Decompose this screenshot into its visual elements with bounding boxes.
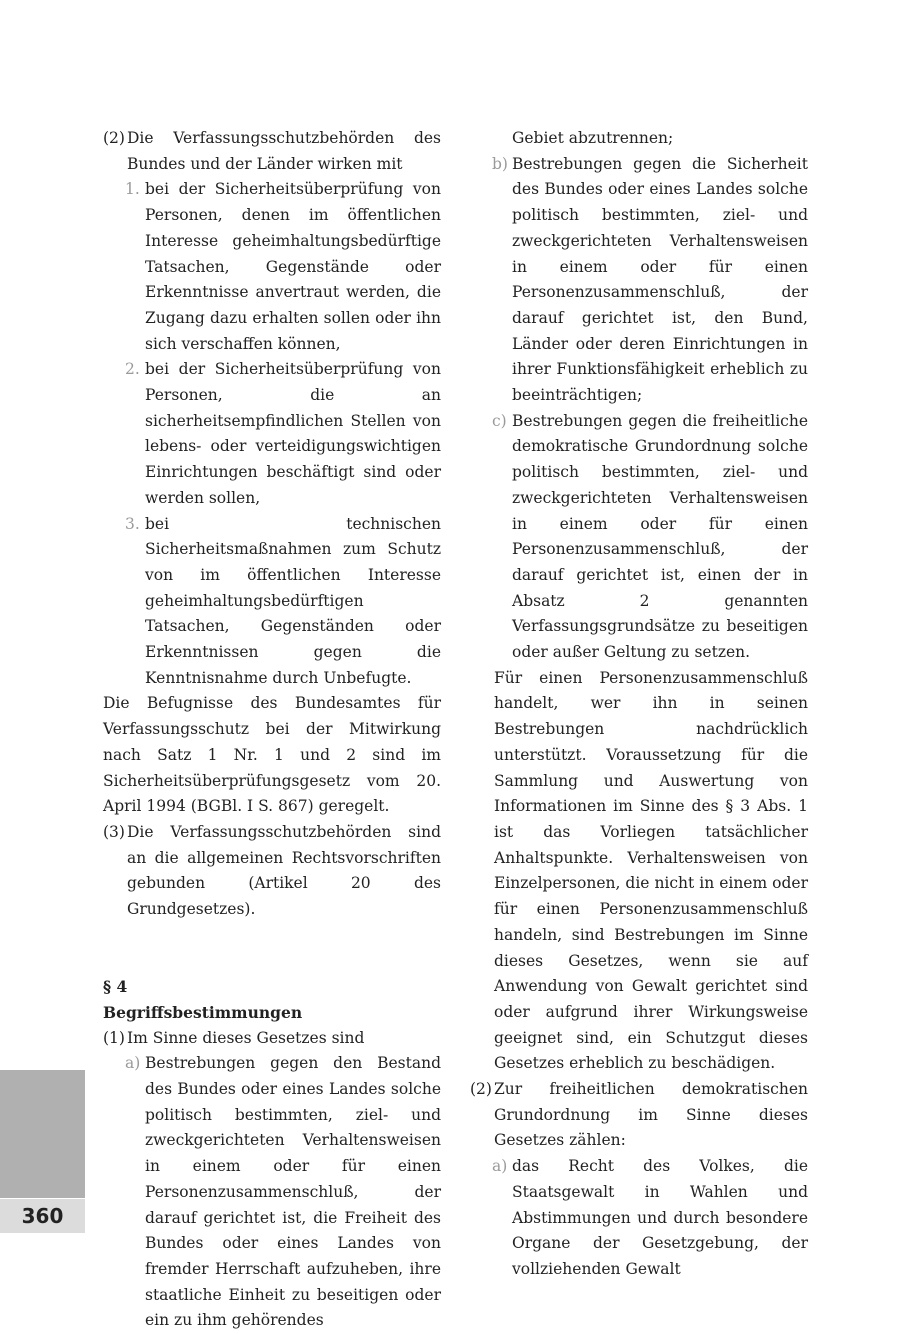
left-column: [103, 126, 441, 1334]
list-item-c: [470, 409, 808, 666]
list-marker: b): [492, 154, 508, 173]
list-item-text: Bestrebungen gegen die freiheitliche demokratische Grundordnung solche politisch bestimmten, ziel- und zweckgerichteten Verhaltensweisen in einem oder für einen Personenzusammenschluß, der darauf gerichtet ist, einen der in Absatz 2 genannten Verfassungsgrundsätze zu beseitigen oder außer Geltung zu setzen.: [512, 411, 808, 662]
paragraph-marker: (1): [103, 1028, 125, 1047]
paragraph-marker: (3): [103, 822, 125, 841]
paragraph-3: [103, 820, 441, 923]
paragraph-1-continuation: Für einen Personenzusammenschluß handelt, wer ihn in seinen Bestrebungen nachdrücklich unterstützt. Voraussetzung für die Sammlung und Auswertung von Informationen im Sinne des § 3 Abs. 1 ist das Vorliegen tatsächlicher Anhaltspunkte. Verhaltensweisen von Einzelpersonen, die nicht in einem oder für einen Personenzusammenschluß handeln, sind Bestrebungen im Sinne dieses Gesetzes, wenn sie auf Anwendung von Gewalt gerichtet sind oder aufgrund ihrer Wirkungsweise geeignet sind, ein Schutzgut dieses Gesetzes erheblich zu beschädigen.: [494, 668, 808, 1073]
section-spacer: [103, 948, 441, 974]
list-marker: c): [492, 411, 507, 430]
paragraph-text: Zur freiheitlichen demokratischen Grundordnung im Sinne dieses Gesetzes zählen:: [494, 1080, 808, 1150]
section-title: Begriffsbestimmungen: [103, 1002, 303, 1022]
list-item-text: Bestrebungen gegen den Bestand des Bundes oder eines Landes solche politisch bestimmten, ziel- und zweckgerichteten Verhaltensweisen in einem oder für einen Personenzusammenschluß, der darauf gerichtet ist, die Freiheit des Bundes oder eines Landes von fremder Herrschaft aufzuheben, ihre staatliche Einheit zu beseitigen oder ein zu ihm gehörendes: [145, 1054, 441, 1330]
list-item-text: bei der Sicherheitsüberprüfung von Personen, die an sicherheitsempfindlichen Stellen von lebens- oder verteidigungswichtigen Einrichtungen beschäftigt sind oder werden sollen,: [145, 360, 441, 507]
list-item-a: [103, 1051, 441, 1334]
paragraph-2: [103, 126, 441, 177]
list-marker: 1.: [125, 180, 140, 199]
befugnisse-paragraph: Die Befugnisse des Bundesamtes für Verfassungsschutz bei der Mitwirkung nach Satz 1 Nr. 1 und 2 sind im Sicherheitsüberprüfungsgesetz vom 20. April 1994 (BGBl. I S. 867) geregelt.: [103, 694, 441, 816]
section-number: § 4: [103, 977, 128, 997]
page-number: 360: [0, 1199, 85, 1233]
list-item-a: [470, 1154, 808, 1283]
section-spacer: [103, 923, 441, 949]
list-item-3: [103, 512, 441, 692]
list-item-a-continuation: Gebiet abzutrennen;: [512, 129, 674, 147]
list-item-2: [103, 357, 441, 511]
paragraph-marker: (2): [103, 129, 125, 147]
list-marker: a): [125, 1054, 141, 1073]
list-item-b: [470, 152, 808, 409]
margin-tab-block: [0, 1070, 85, 1198]
list-marker: 3.: [125, 514, 140, 533]
list-item-text: das Recht des Volkes, die Staatsgewalt in Wahlen und Abstimmungen und durch besondere Organe der Gesetzgebung, der vollziehenden Gewalt: [512, 1157, 808, 1278]
list-item-text: bei technischen Sicherheitsmaßnahmen zum Schutz von im öffentlichen Interesse geheimhaltungsbedürftigen Tatsachen, Gegenständen oder Erkenntnissen gegen die Kenntnisnahme durch Unbefugte.: [145, 514, 441, 687]
paragraph-marker: (2): [470, 1080, 492, 1099]
paragraph-text: Die Verfassungsschutzbehörden des Bundes und der Länder wirken mit: [127, 129, 441, 173]
section4-paragraph-1: [103, 1026, 441, 1052]
list-marker: 2.: [125, 360, 140, 379]
list-item-text: Bestrebungen gegen die Sicherheit des Bundes oder eines Landes solche politisch bestimmten, ziel- und zweckgerichteten Verhaltensweisen in einem oder für einen Personenzusammenschluß, der darauf gerichtet ist, den Bund, Länder oder deren Einrichtungen in ihrer Funktionsfähigkeit erheblich zu beeinträchtigen;: [512, 154, 808, 405]
section4-paragraph-2: [470, 1077, 808, 1154]
right-column: [470, 126, 808, 1283]
list-item-1: [103, 177, 441, 357]
list-item-text: bei der Sicherheitsüberprüfung von Personen, denen im öffentlichen Interesse geheimhaltungsbedürftige Tatsachen, Gegenstände oder Erkenntnisse anvertraut werden, die Zugang dazu erhalten sollen oder ihn sich verschaffen können,: [145, 180, 441, 353]
paragraph-text: Die Verfassungsschutzbehörden sind an die allgemeinen Rechtsvorschriften gebunden (Artikel 20 des Grundgesetzes).: [127, 822, 441, 919]
list-marker: a): [492, 1157, 508, 1176]
paragraph-text: Im Sinne dieses Gesetzes sind: [127, 1028, 365, 1047]
